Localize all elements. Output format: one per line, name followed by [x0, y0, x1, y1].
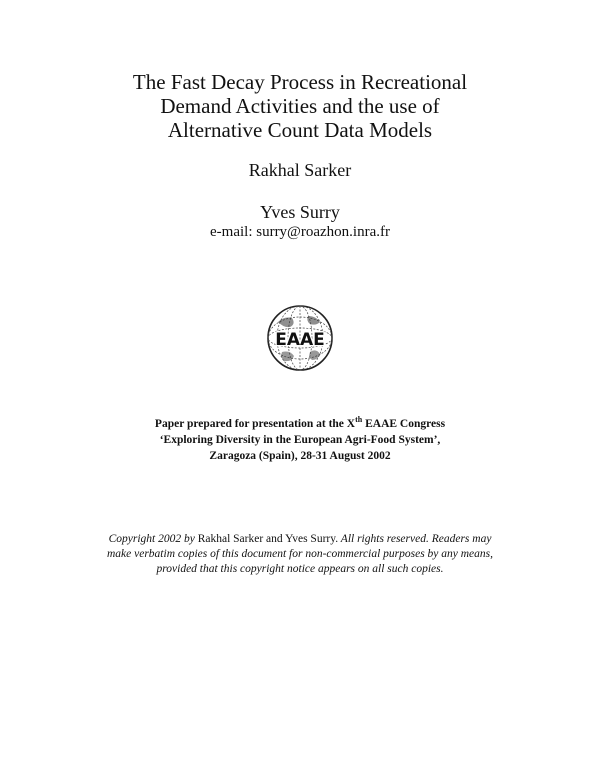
title-line-2: Demand Activities and the use of [160, 94, 440, 118]
logo-graphic [264, 302, 336, 374]
presentation-line-1-end: EAAE Congress [362, 418, 446, 430]
author-name: Yves Surry [260, 202, 340, 222]
author-name: Rakhal Sarker [248, 160, 352, 180]
paper-title [0, 70, 600, 142]
presentation-line-1 [0, 416, 600, 432]
presentation-line-3: Zaragoza (Spain), 28-31 August 2002 [209, 450, 391, 462]
copyright-prefix: Copyright 2002 by [108, 533, 198, 545]
copyright-rights: All rights reserved. Readers may [338, 533, 492, 545]
logo-lettering: EAAE [275, 330, 325, 350]
eaae-globe-logo-icon [264, 302, 336, 374]
title-line-3: Alternative Count Data Models [167, 118, 433, 142]
copyright-holders: Rakhal Sarker and Yves Surry. [197, 533, 339, 545]
copyright-line-3: provided that this copyright notice appears on all such copies. [156, 563, 444, 575]
copyright-line-2: make verbatim copies of this document for non-commercial purposes by any means, [106, 548, 494, 560]
presentation-note [0, 416, 600, 464]
ordinal-superscript: th [355, 415, 363, 425]
presentation-line-1-start: Paper prepared for presentation at the X [154, 418, 356, 430]
title-line-1: The Fast Decay Process in Recreational [132, 70, 468, 94]
copyright-notice [90, 532, 510, 577]
presentation-line-2: ‘Exploring Diversity in the European Agri-Food System’, [159, 434, 441, 446]
author-email: e-mail: surry@roazhon.inra.fr [210, 224, 390, 240]
